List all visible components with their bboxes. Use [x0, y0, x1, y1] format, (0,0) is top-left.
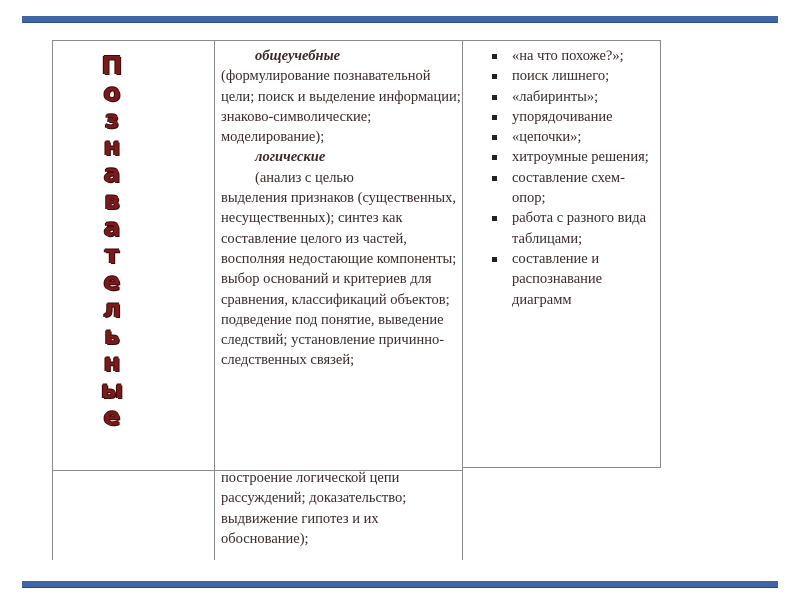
list-item: «цепочки»; — [488, 127, 653, 147]
right-column-list — [488, 46, 653, 310]
list-item: составление и распознавание диаграмм — [488, 249, 653, 310]
list-item: «на что похоже?»; — [488, 46, 653, 66]
table-left-border — [52, 40, 53, 560]
table-top-border — [52, 40, 660, 41]
side-label-vertical: П о з н а в а т е л ь н ы е — [100, 52, 124, 431]
row-1-bottom-border — [462, 467, 660, 468]
list-item: поиск лишнего; — [488, 66, 653, 86]
list-item: «лабиринты»; — [488, 87, 653, 107]
general-learning-text: (формулирование познавательной цели; поиск и выделение информации; знаково-символические; моделирование); — [221, 68, 461, 146]
list-item: работа с разного вида таблицами; — [488, 208, 653, 249]
list-item: упорядочивание — [488, 107, 653, 127]
table-divider-1 — [214, 40, 215, 560]
list-item: хитроумные решения; — [488, 147, 653, 167]
logical-text: выделения признаков (существенных, несущественных); синтез как составление целого из частей, восполняя недостающие компоненты; выбор оснований и критериев для сравнения, классификаций объектов; подведение под понятие, выведение следствий; установление причинно-следственных связей; — [221, 190, 457, 369]
logical-text-indent: (анализ с целью — [255, 169, 354, 186]
table-right-border — [660, 40, 661, 468]
heading-general-learning: общеучебные — [255, 48, 341, 64]
list-item: составление схем-опор; — [488, 168, 653, 209]
heading-logical: логические — [255, 149, 326, 166]
middle-column-continuation: построение логической цепи рассуждений; доказательство; выдвижение гипотез и их обоснование); — [221, 470, 407, 547]
middle-column — [221, 46, 461, 371]
table-divider-2 — [462, 40, 463, 560]
